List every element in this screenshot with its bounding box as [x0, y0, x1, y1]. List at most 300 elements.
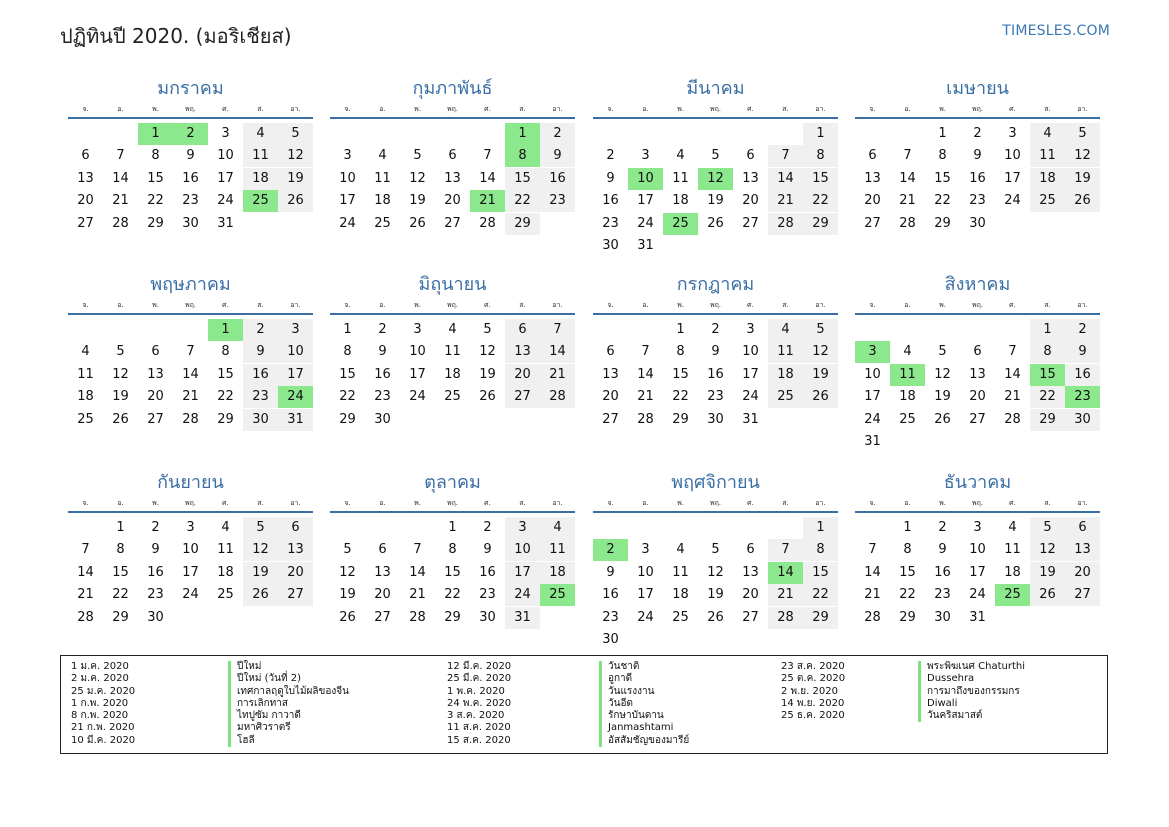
weekday-label: จ.	[82, 301, 89, 309]
day-cell: 28	[479, 215, 496, 231]
weekday-label: จ.	[607, 499, 614, 507]
day-cell: 2	[378, 322, 387, 337]
day-cell: 7	[641, 344, 650, 360]
day-cell: 18	[1030, 168, 1065, 190]
day-cell: 29	[505, 213, 540, 235]
day-cell: 18	[243, 168, 278, 190]
weekday-label: พฤ.	[446, 301, 459, 309]
day-cell: 14	[182, 366, 199, 382]
month-name: พฤษภาคม	[150, 274, 231, 295]
day-cell: 6	[746, 148, 755, 164]
weekday-label: ส.	[519, 105, 526, 113]
day-cell: 31	[505, 607, 540, 629]
day-cell: 14	[409, 564, 426, 580]
day-cell: 16	[1065, 364, 1100, 386]
legend-date: 1 พ.ค. 2020	[447, 685, 505, 697]
day-cell: 27	[374, 609, 391, 625]
holiday-day-cell: 2	[173, 123, 208, 145]
weekday-label: อา.	[815, 301, 826, 309]
day-cell: 5	[243, 517, 278, 539]
day-cell: 20	[969, 389, 986, 405]
month-name: เมษายน	[946, 78, 1009, 99]
day-cell: 28	[768, 213, 803, 235]
day-cell: 19	[1030, 562, 1065, 584]
day-cell: 10	[409, 344, 426, 360]
legend-holiday-name: อูกาดี	[608, 673, 633, 685]
day-cell: 11	[217, 542, 234, 558]
day-cell: 16	[540, 168, 575, 190]
weekday-label: ส.	[782, 105, 789, 113]
day-cell: 27	[444, 215, 461, 231]
day-cell: 25	[217, 587, 234, 603]
month-divider	[593, 511, 838, 513]
day-cell: 6	[448, 148, 457, 164]
day-cell: 2	[540, 123, 575, 145]
day-cell: 2	[711, 322, 720, 337]
day-cell: 17	[742, 366, 759, 382]
day-cell: 1	[803, 123, 838, 145]
day-cell: 29	[339, 411, 356, 427]
legend-date: 21 ก.พ. 2020	[71, 722, 135, 734]
day-cell: 9	[378, 344, 387, 360]
day-cell: 5	[413, 148, 422, 164]
weekday-label: จ.	[869, 499, 876, 507]
day-cell: 26	[1030, 584, 1065, 606]
day-cell: 27	[969, 411, 986, 427]
day-cells	[855, 123, 1100, 261]
day-cell: 16	[969, 170, 986, 186]
month-name: มิถุนายน	[418, 274, 487, 295]
day-cell: 13	[77, 170, 94, 186]
holiday-day-cell: 25	[243, 190, 278, 212]
day-cell: 30	[602, 238, 619, 253]
day-cell: 29	[217, 411, 234, 427]
day-cell: 9	[606, 564, 615, 580]
day-cell: 22	[444, 587, 461, 603]
day-cell: 16	[182, 170, 199, 186]
day-cell: 30	[182, 215, 199, 231]
day-cell: 28	[637, 411, 654, 427]
day-cell: 19	[409, 193, 426, 209]
day-cell: 19	[803, 364, 838, 386]
holiday-day-cell: 14	[768, 562, 803, 584]
day-cell: 7	[483, 148, 492, 164]
day-cell: 16	[707, 366, 724, 382]
day-cell: 29	[899, 609, 916, 625]
day-cell: 30	[479, 609, 496, 625]
day-cell: 17	[505, 562, 540, 584]
day-cell: 4	[676, 148, 685, 164]
weekday-label: ศ.	[1009, 301, 1016, 309]
weekday-label: อ.	[642, 301, 649, 309]
day-cell: 30	[374, 411, 391, 427]
legend-date: 25 ธ.ค. 2020	[781, 710, 845, 722]
day-cell: 9	[1065, 341, 1100, 363]
day-cell: 24	[182, 587, 199, 603]
day-cell: 12	[339, 564, 356, 580]
legend-holiday-name: มหาศิวราตรี	[237, 722, 291, 734]
day-cell: 1	[116, 520, 125, 535]
weekday-label: อา.	[552, 105, 563, 113]
day-cell: 11	[444, 344, 461, 360]
day-cell: 7	[1008, 344, 1017, 360]
day-cell: 19	[707, 193, 724, 209]
holiday-day-cell: 12	[698, 168, 733, 190]
day-cell: 3	[973, 520, 982, 535]
day-cell: 23	[602, 609, 619, 625]
weekday-label: จ.	[344, 105, 351, 113]
day-cell: 26	[278, 190, 313, 212]
day-cell: 23	[182, 193, 199, 209]
month-divider	[330, 511, 575, 513]
weekday-label: ส.	[257, 105, 264, 113]
day-cell: 3	[1008, 126, 1017, 141]
day-cell: 16	[602, 587, 619, 603]
day-cell: 17	[637, 193, 654, 209]
day-cell: 13	[374, 564, 391, 580]
day-cell: 26	[479, 389, 496, 405]
day-cell: 7	[768, 539, 803, 561]
legend-date: 25 ม.ค. 2020	[71, 685, 136, 697]
page-title: ปฏิทินปี 2020. (มอริเชียส)	[60, 24, 292, 48]
day-cell: 21	[112, 193, 129, 209]
day-cell: 12	[934, 366, 951, 382]
weekday-label: อ.	[117, 301, 124, 309]
day-cell: 27	[602, 411, 619, 427]
day-cell: 2	[151, 520, 160, 535]
month-name: มกราคม	[157, 78, 224, 99]
day-cell: 21	[637, 389, 654, 405]
holiday-day-cell: 8	[505, 145, 540, 167]
day-cell: 19	[339, 587, 356, 603]
day-cell: 7	[413, 542, 422, 558]
legend-names	[228, 661, 349, 747]
day-cell: 5	[1065, 123, 1100, 145]
day-cell: 29	[672, 411, 689, 427]
day-cell: 27	[505, 386, 540, 408]
day-cell: 18	[672, 587, 689, 603]
weekday-label: อ.	[379, 301, 386, 309]
day-cell: 22	[672, 389, 689, 405]
day-cell: 29	[147, 215, 164, 231]
day-cell: 27	[77, 215, 94, 231]
legend-date: 12 มี.ค. 2020	[447, 661, 512, 672]
legend-holiday-name: ปีใหม่	[237, 661, 262, 672]
weekday-label: อา.	[815, 499, 826, 507]
day-cell: 6	[378, 542, 387, 558]
day-cell: 3	[641, 542, 650, 558]
day-cell: 9	[938, 542, 947, 558]
day-cell: 21	[1004, 389, 1021, 405]
day-cell: 23	[147, 587, 164, 603]
month-divider	[593, 313, 838, 315]
day-cell: 12	[1030, 539, 1065, 561]
weekday-label: ศ.	[222, 105, 229, 113]
day-cell: 17	[182, 564, 199, 580]
day-cell: 12	[479, 344, 496, 360]
weekday-label: ส.	[519, 499, 526, 507]
day-cell: 11	[672, 564, 689, 580]
month-name: พฤศจิกายน	[671, 472, 760, 493]
month-divider	[330, 117, 575, 119]
legend-holiday-name: วันอีด	[608, 697, 633, 709]
day-cell: 19	[707, 587, 724, 603]
legend-holiday-name: วันแรงงาน	[608, 685, 655, 697]
day-cell: 7	[768, 145, 803, 167]
holiday-day-cell: 11	[890, 364, 925, 386]
day-cells	[330, 517, 575, 655]
day-cell: 19	[934, 389, 951, 405]
day-cell: 8	[903, 542, 912, 558]
day-cell: 2	[483, 520, 492, 535]
day-cell: 31	[217, 215, 234, 231]
day-cell: 13	[1065, 539, 1100, 561]
legend-names	[918, 661, 1025, 722]
day-cell: 16	[934, 564, 951, 580]
month-name: มีนาคม	[686, 78, 745, 99]
holiday-day-cell: 1	[138, 123, 173, 145]
day-cell: 15	[899, 564, 916, 580]
day-cell: 7	[116, 148, 125, 164]
day-cell: 6	[81, 148, 90, 164]
day-cell: 4	[221, 520, 230, 535]
day-cell: 24	[637, 215, 654, 231]
legend-holiday-name: Dussehra	[927, 673, 975, 685]
day-cell: 18	[374, 193, 391, 209]
day-cell: 20	[278, 562, 313, 584]
day-cell: 3	[413, 322, 422, 337]
weekday-label: ส.	[1044, 301, 1051, 309]
weekday-label: จ.	[344, 301, 351, 309]
day-cells	[855, 517, 1100, 655]
weekday-label: อา.	[815, 105, 826, 113]
day-cell: 7	[540, 319, 575, 341]
day-cell: 21	[864, 587, 881, 603]
month-name: สิงหาคม	[944, 274, 1011, 295]
day-cell: 11	[1030, 145, 1065, 167]
day-cells	[593, 319, 838, 457]
weekday-label: อา.	[1077, 301, 1088, 309]
day-cell: 18	[672, 193, 689, 209]
day-cell: 13	[444, 170, 461, 186]
day-cell: 28	[112, 215, 129, 231]
day-cell: 18	[217, 564, 234, 580]
day-cell: 28	[899, 215, 916, 231]
month-name: กันยายน	[157, 472, 224, 493]
weekday-label: อา.	[290, 499, 301, 507]
day-cell: 30	[147, 609, 164, 625]
day-cell: 21	[409, 587, 426, 603]
day-cell: 12	[707, 564, 724, 580]
month-divider	[68, 313, 313, 315]
weekday-label: พฤ.	[709, 499, 722, 507]
brand-link[interactable]: TIMESLES.COM	[1002, 23, 1110, 39]
day-cell: 25	[768, 386, 803, 408]
day-cell: 11	[374, 170, 391, 186]
day-cell: 20	[742, 587, 759, 603]
weekday-label: ส.	[257, 499, 264, 507]
day-cell: 11	[77, 366, 94, 382]
day-cell: 20	[374, 587, 391, 603]
weekday-label: พ.	[414, 105, 421, 113]
weekday-label: ศ.	[747, 301, 754, 309]
day-cell: 3	[278, 319, 313, 341]
weekday-label: พฤ.	[971, 105, 984, 113]
month-divider	[68, 511, 313, 513]
day-cell: 17	[217, 170, 234, 186]
legend-date: 23 ส.ค. 2020	[781, 661, 845, 672]
day-cell: 28	[409, 609, 426, 625]
weekday-label: พ.	[677, 301, 684, 309]
legend-holiday-name: รักษาบันดาน	[608, 710, 664, 722]
day-cell: 20	[147, 389, 164, 405]
day-cells	[593, 517, 838, 655]
legend-date: 11 ส.ค. 2020	[447, 722, 511, 734]
day-cell: 14	[1004, 366, 1021, 382]
day-cell: 1	[448, 520, 457, 535]
legend-date: 15 ส.ค. 2020	[447, 734, 511, 746]
day-cell: 21	[77, 587, 94, 603]
day-cell: 20	[505, 364, 540, 386]
day-cell: 11	[672, 170, 689, 186]
day-cell: 21	[899, 193, 916, 209]
day-cell: 24	[742, 389, 759, 405]
day-cell: 5	[116, 344, 125, 360]
day-cell: 24	[637, 609, 654, 625]
weekday-label: อ.	[379, 499, 386, 507]
day-cell: 4	[676, 542, 685, 558]
weekday-label: จ.	[869, 301, 876, 309]
day-cell: 28	[540, 386, 575, 408]
weekday-label: พ.	[939, 301, 946, 309]
day-cell: 14	[768, 168, 803, 190]
day-cell: 24	[217, 193, 234, 209]
holiday-day-cell: 25	[540, 584, 575, 606]
holiday-legend	[60, 655, 1108, 754]
day-cell: 3	[746, 322, 755, 337]
day-cell: 12	[243, 539, 278, 561]
day-cell: 24	[409, 389, 426, 405]
day-cell: 19	[1065, 168, 1100, 190]
holiday-day-cell: 25	[663, 213, 698, 235]
day-cell: 4	[903, 344, 912, 360]
day-cell: 31	[278, 409, 313, 431]
month-divider	[68, 117, 313, 119]
day-cells	[68, 517, 313, 655]
day-cell: 13	[742, 564, 759, 580]
legend-holiday-name: อัสสัมชัญของมารีย์	[608, 734, 690, 746]
day-cells	[330, 319, 575, 457]
day-cell: 2	[1065, 319, 1100, 341]
day-cell: 9	[186, 148, 195, 164]
day-cell: 27	[742, 609, 759, 625]
day-cell: 21	[182, 389, 199, 405]
day-cell: 23	[934, 587, 951, 603]
weekday-label: อา.	[552, 301, 563, 309]
day-cell: 30	[1065, 409, 1100, 431]
day-cell: 6	[606, 344, 615, 360]
day-cell: 30	[707, 411, 724, 427]
day-cell: 5	[343, 542, 352, 558]
day-cell: 4	[378, 148, 387, 164]
day-cell: 4	[768, 319, 803, 341]
day-cell: 10	[864, 366, 881, 382]
day-cell: 26	[934, 411, 951, 427]
holiday-day-cell: 1	[208, 319, 243, 341]
day-cell: 21	[768, 584, 803, 606]
weekday-label: จ.	[607, 301, 614, 309]
day-cell: 8	[151, 148, 160, 164]
day-cell: 15	[934, 170, 951, 186]
day-cell: 9	[711, 344, 720, 360]
day-cell: 1	[1030, 319, 1065, 341]
weekday-label: จ.	[344, 499, 351, 507]
day-cell: 13	[969, 366, 986, 382]
day-cell: 20	[444, 193, 461, 209]
legend-holiday-name: โฮลี	[237, 734, 255, 746]
day-cell: 27	[742, 215, 759, 231]
holiday-day-cell: 21	[470, 190, 505, 212]
day-cell: 24	[969, 587, 986, 603]
legend-date: 2 พ.ย. 2020	[781, 685, 838, 697]
day-cell: 24	[1004, 193, 1021, 209]
day-cell: 10	[278, 341, 313, 363]
day-cell: 7	[81, 542, 90, 558]
weekday-label: พฤ.	[184, 301, 197, 309]
day-cell: 10	[182, 542, 199, 558]
day-cell: 14	[864, 564, 881, 580]
day-cell: 23	[602, 215, 619, 231]
weekday-label: ส.	[1044, 499, 1051, 507]
legend-date: 1 ม.ค. 2020	[71, 661, 129, 672]
day-cell: 9	[243, 341, 278, 363]
day-cell: 13	[742, 170, 759, 186]
day-cell: 13	[602, 366, 619, 382]
holiday-day-cell: 23	[1065, 386, 1100, 408]
month-name: ธันวาคม	[943, 472, 1012, 493]
day-cell: 2	[243, 319, 278, 341]
day-cell: 26	[707, 215, 724, 231]
day-cell: 16	[147, 564, 164, 580]
day-cell: 3	[343, 148, 352, 164]
day-cell: 15	[803, 168, 838, 190]
day-cell: 14	[637, 366, 654, 382]
day-cell: 19	[278, 168, 313, 190]
day-cell: 22	[505, 190, 540, 212]
weekday-label: อ.	[904, 105, 911, 113]
day-cell: 28	[77, 609, 94, 625]
month-name: กรกฎาคม	[676, 274, 755, 295]
day-cell: 22	[803, 190, 838, 212]
day-cell: 7	[868, 542, 877, 558]
day-cell: 15	[505, 168, 540, 190]
weekday-label: อ.	[379, 105, 386, 113]
day-cell: 9	[973, 148, 982, 164]
weekday-label: อ.	[117, 105, 124, 113]
day-cell: 16	[374, 366, 391, 382]
day-cell: 1	[343, 322, 352, 337]
day-cell: 20	[742, 193, 759, 209]
legend-holiday-name: การมาถึงของกรรมกร	[927, 685, 1020, 697]
day-cell: 29	[1030, 409, 1065, 431]
month-divider	[855, 511, 1100, 513]
day-cell: 8	[938, 148, 947, 164]
day-cell: 14	[899, 170, 916, 186]
day-cell: 24	[339, 215, 356, 231]
day-cell: 10	[742, 344, 759, 360]
day-cell: 8	[116, 542, 125, 558]
weekday-label: พ.	[677, 499, 684, 507]
